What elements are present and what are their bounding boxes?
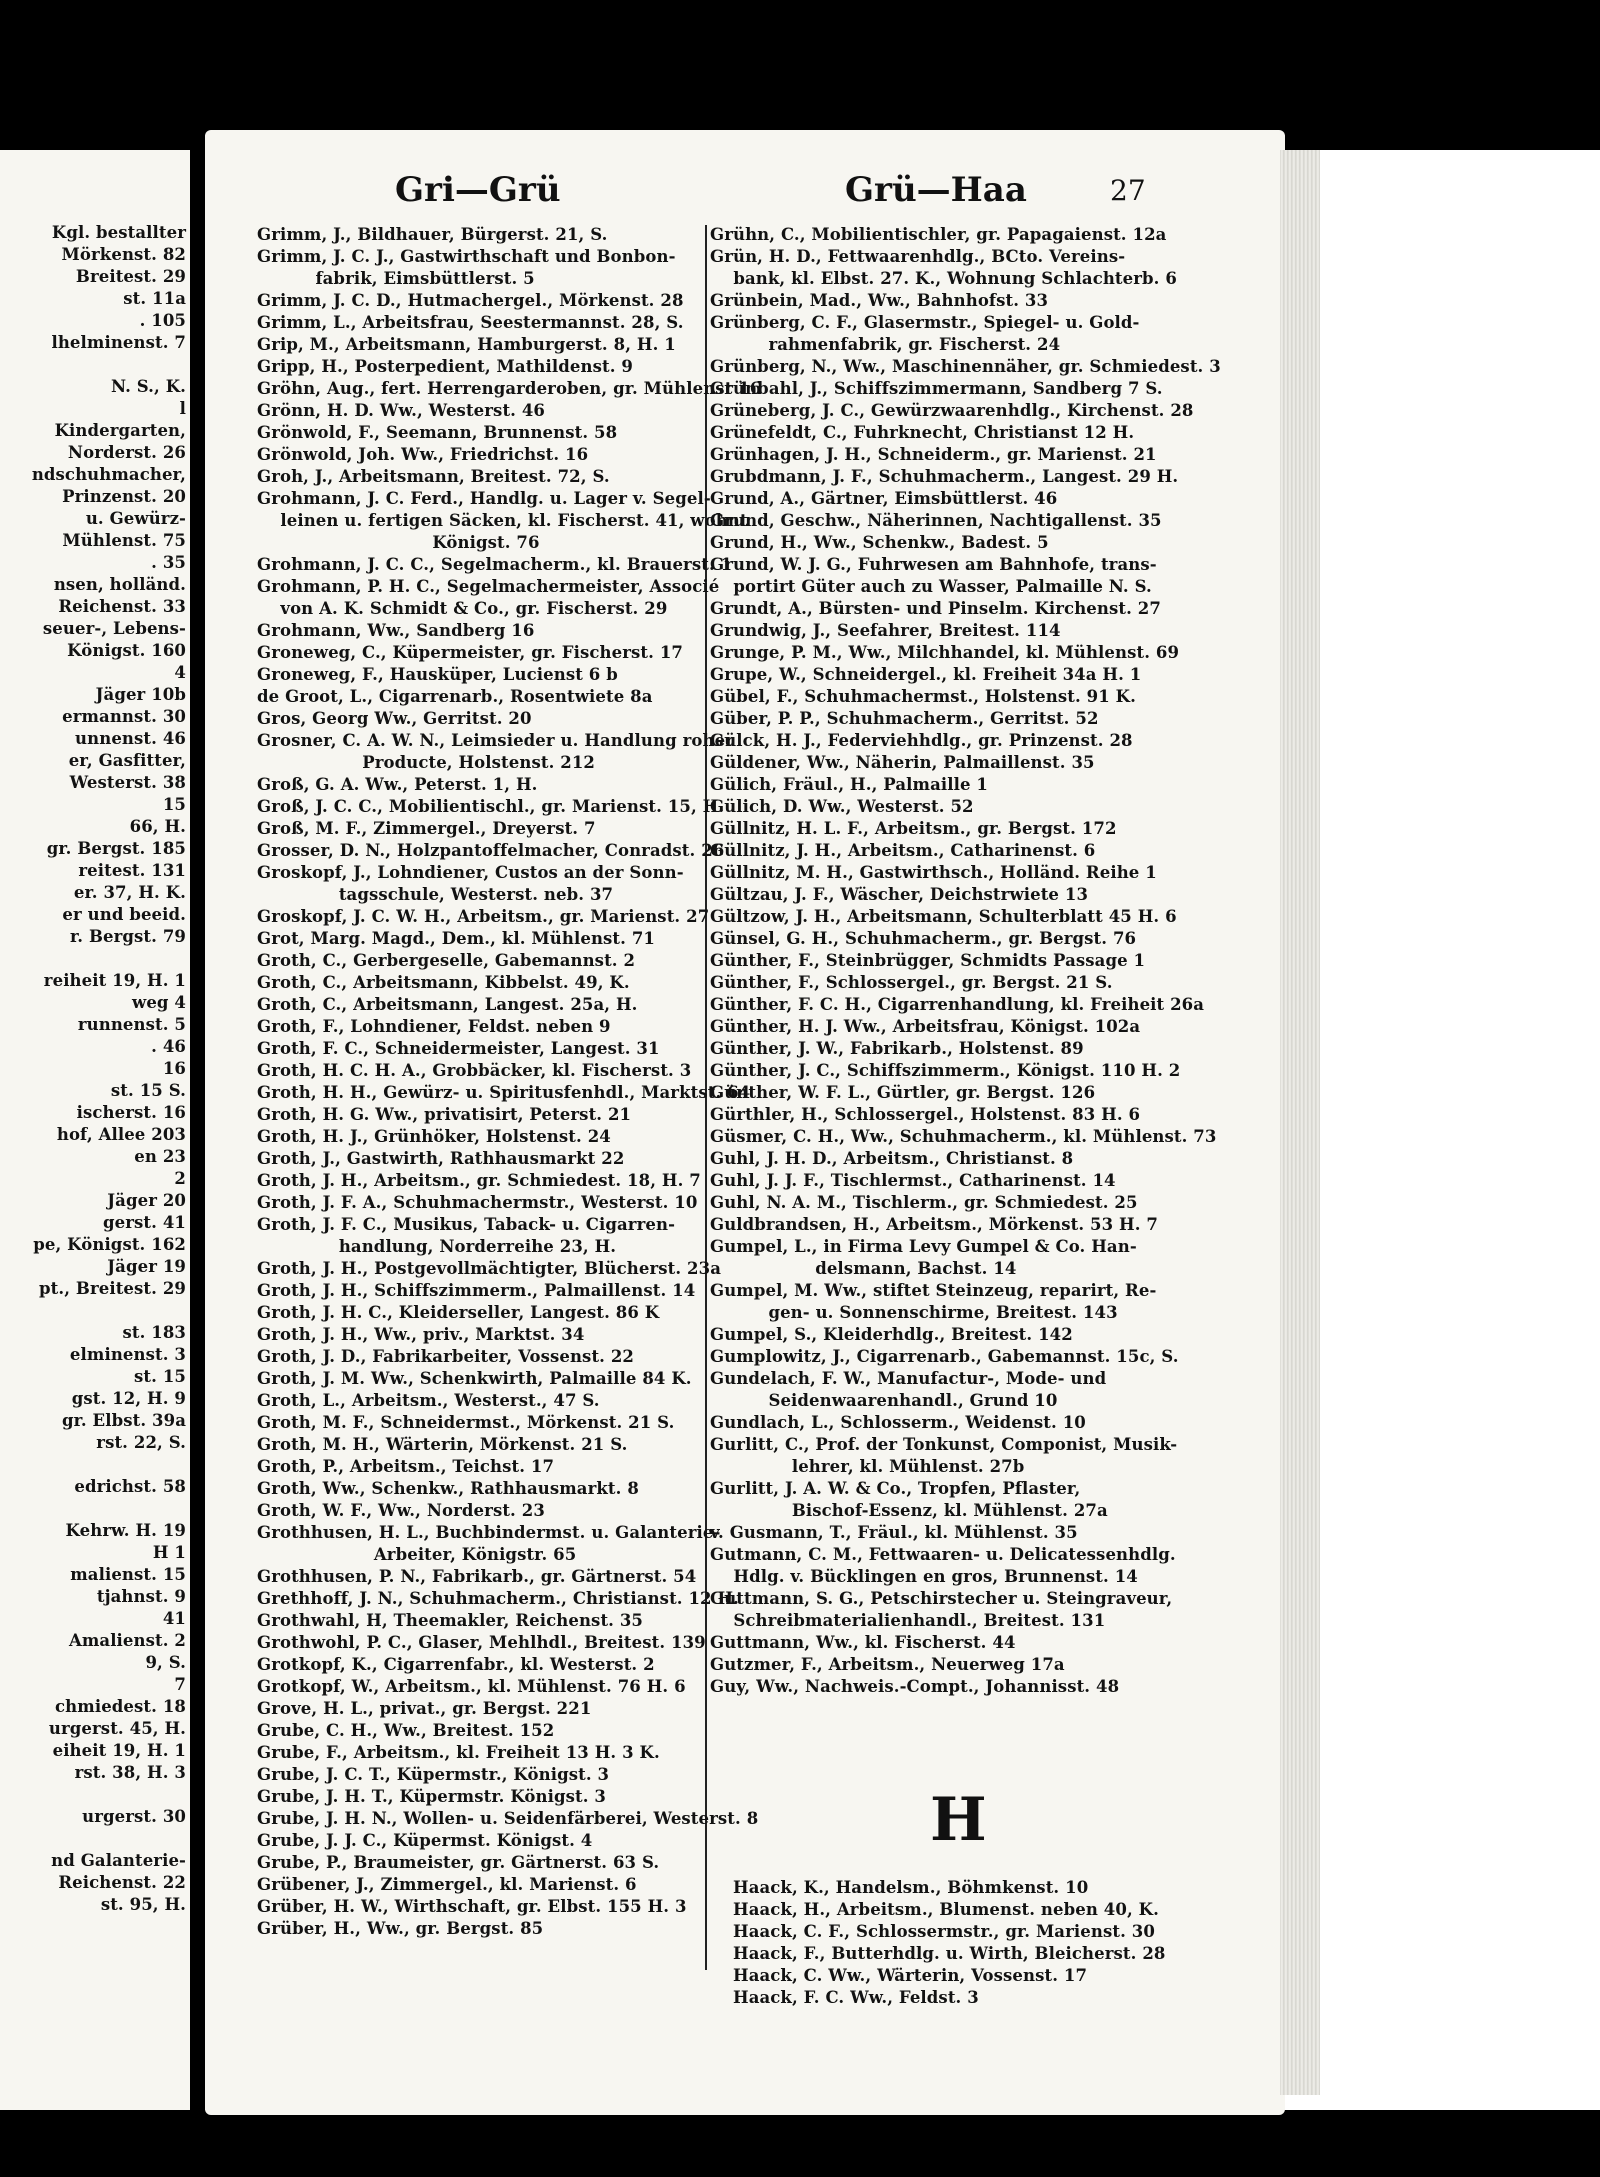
left-page-fragment-line: N. S., K. (110, 377, 186, 396)
left-page-fragment-line: 4 (174, 663, 186, 682)
directory-entry-line: Günther, J. C., Schiffszimmerm., Königst. 110 H. 2 (710, 1061, 1181, 1080)
directory-entry-line: Groth, H. C. H. A., Grobbäcker, kl. Fischerst. 3 (257, 1061, 692, 1080)
left-page-fragment-line: urgerst. 30 (82, 1807, 186, 1826)
left-page-fragment-line: st. 15 S. (110, 1081, 186, 1100)
directory-entry-line: Gumpel, L., in Firma Levy Gumpel & Co. Han- (710, 1237, 1137, 1256)
directory-entry-line: handlung, Norderreihe 23, H. (257, 1237, 617, 1256)
directory-entry-line: Güldener, Ww., Näherin, Palmaillenst. 35 (710, 753, 1095, 772)
left-page-fragment-line: unnenst. 46 (75, 729, 186, 748)
directory-entry-line: Grosser, D. N., Holzpantoffelmacher, Conradst. 26 (257, 841, 725, 860)
directory-entry-line: Guhl, J. J. F., Tischlermst., Catharinenst. 14 (710, 1171, 1116, 1190)
directory-entry-line: Grothhusen, P. N., Fabrikarb., gr. Gärtnerst. 54 (257, 1567, 697, 1586)
directory-entry-line: Guhl, N. A. M., Tischlerm., gr. Schmiedest. 25 (710, 1193, 1138, 1212)
directory-entry-line: Gumplowitz, J., Cigarrenarb., Gabemannst. 15c, S. (710, 1347, 1179, 1366)
left-page-fragment-line: Reichenst. 22 (58, 1873, 186, 1892)
directory-entry-line: Gutmann, C. M., Fettwaaren- u. Delicatessenhdlg. (710, 1545, 1176, 1564)
directory-entry-line: delsmann, Bachst. 14 (710, 1259, 1017, 1278)
directory-entry-line: Groth, H. H., Gewürz- u. Spiritusfenhdl., Marktst. 64 (257, 1083, 751, 1102)
left-page-fragment-line: Jäger 10b (95, 685, 186, 704)
directory-entry-line: Groth, H. G. Ww., privatisirt, Peterst. 21 (257, 1105, 632, 1124)
directory-entry-line: Gripp, H., Posterpedient, Mathildenst. 9 (257, 357, 633, 376)
left-page-fragment-line: runnenst. 5 (77, 1015, 186, 1034)
page-block-edges (1280, 150, 1320, 2095)
directory-entry-line: Günther, H. J. Ww., Arbeitsfrau, Königst. 102a (710, 1017, 1141, 1036)
directory-entry-line: leinen u. fertigen Säcken, kl. Fischerst. 41, wohnt (257, 511, 748, 530)
directory-entry-line: Grund, W. J. G., Fuhrwesen am Bahnhofe, trans- (710, 555, 1157, 574)
directory-entry-line: Groth, C., Arbeitsmann, Kibbelst. 49, K. (257, 973, 630, 992)
directory-entry-line: Grube, J. H. T., Küpermstr. Königst. 3 (257, 1787, 606, 1806)
directory-entry-line: Grund, Geschw., Näherinnen, Nachtigallenst. 35 (710, 511, 1162, 530)
left-page-fragment-line: Reichenst. 33 (58, 597, 186, 616)
directory-entry-line: Groth, J. H., Ww., priv., Marktst. 34 (257, 1325, 585, 1344)
left-page-fragment-line: 16 (162, 1059, 186, 1078)
left-page-fragment-line: rst. 22, S. (96, 1433, 186, 1452)
directory-entry-line: Günther, F., Steinbrügger, Schmidts Passage 1 (710, 951, 1146, 970)
left-page-fragment-line: Mühlenst. 75 (62, 531, 186, 550)
left-page-fragment-line: 2 (174, 1169, 186, 1188)
left-page-fragment-line: Norderst. 26 (67, 443, 186, 462)
directory-entry-line: Gültzau, J. F., Wäscher, Deichstrwiete 13 (710, 885, 1089, 904)
directory-entry-line: Guy, Ww., Nachweis.-Compt., Johannisst. 48 (710, 1677, 1120, 1696)
left-page-fragment-line: elminenst. 3 (69, 1345, 186, 1364)
directory-entry-line: Groth, J. H., Arbeitsm., gr. Schmiedest. 18, H. 7 (257, 1171, 701, 1190)
scan-border-bottom (0, 2110, 1600, 2177)
directory-entry-line: Groth, J. H., Postgevollmächtigter, Blücherst. 23a (257, 1259, 721, 1278)
left-page-fragment-line: Jäger 20 (107, 1191, 186, 1210)
directory-entry-line: Grove, H. L., privat., gr. Bergst. 221 (257, 1699, 592, 1718)
directory-entry-line: de Groot, L., Cigarrenarb., Rosentwiete 8a (257, 687, 653, 706)
directory-entry-line: Grundt, A., Bürsten- und Pinselm. Kirchenst. 27 (710, 599, 1161, 618)
left-page-fragment-line: eiheit 19, H. 1 (52, 1741, 186, 1760)
directory-entry-line: Gürthler, H., Schlossergel., Holstenst. 83 H. 6 (710, 1105, 1141, 1124)
left-page-fragment-line: st. 183 (122, 1323, 186, 1342)
directory-entry-line: Seidenwaarenhandl., Grund 10 (710, 1391, 1058, 1410)
left-page-fragment-line: hof, Allee 203 (56, 1125, 186, 1144)
left-page-fragment-line: Kehrw. H. 19 (65, 1521, 186, 1540)
left-page-fragment-line: Prinzenst. 20 (62, 487, 186, 506)
directory-entry-line: Groth, H. J., Grünhöker, Holstenst. 24 (257, 1127, 611, 1146)
directory-entry-line: Groh, J., Arbeitsmann, Breitest. 72, S. (257, 467, 610, 486)
left-page-fragment-line: Kindergarten, (54, 421, 186, 440)
left-page-fragment-line: 7 (174, 1675, 186, 1694)
directory-entry-line: Groth, F. C., Schneidermeister, Langest. 31 (257, 1039, 660, 1058)
directory-entry-line: Groskopf, J. C. W. H., Arbeitsm., gr. Marienst. 27 (257, 907, 710, 926)
directory-entry-line: Groß, J. C. C., Mobilientischl., gr. Marienst. 15, H. (257, 797, 725, 816)
directory-entry-line: Groth, M. F., Schneidermst., Mörkenst. 21 S. (257, 1413, 675, 1432)
directory-entry-line: v. Gusmann, T., Fräul., kl. Mühlenst. 35 (710, 1523, 1078, 1542)
directory-entry-line: Groth, C., Arbeitsmann, Langest. 25a, H. (257, 995, 638, 1014)
left-page-fragment-line: Breitest. 29 (75, 267, 186, 286)
left-page-fragment-line: Westerst. 38 (69, 773, 186, 792)
directory-entry-line: Grothwahl, H, Theemakler, Reichenst. 35 (257, 1611, 644, 1630)
directory-entry-line: Grot, Marg. Magd., Dem., kl. Mühlenst. 71 (257, 929, 656, 948)
directory-entry-line: Grothwohl, P. C., Glaser, Mehlhdl., Breitest. 139 (257, 1633, 706, 1652)
directory-entry-line: Grimm, L., Arbeitsfrau, Seestermannst. 28, S. (257, 313, 684, 332)
directory-entry-line: Groneweg, F., Hausküper, Lucienst 6 b (257, 665, 618, 684)
header-right-title: Grü—Haa (845, 170, 1027, 210)
left-page-fragment-line: 15 (162, 795, 186, 814)
left-page-fragment-line: Jäger 19 (107, 1257, 186, 1276)
directory-entry-line: portirt Güter auch zu Wasser, Palmaille N. S. (710, 577, 1152, 596)
left-page-fragment-line: weg 4 (132, 993, 186, 1012)
directory-entry-line: Groth, J. D., Fabrikarbeiter, Vossenst. 22 (257, 1347, 635, 1366)
left-page-fragment-line: Amalienst. 2 (68, 1631, 186, 1650)
directory-entry-line: Grubdmann, J. F., Schuhmacherm., Langest. 29 H. (710, 467, 1179, 486)
directory-entry-line: Grünbein, Mad., Ww., Bahnhofst. 33 (710, 291, 1049, 310)
left-page-fragment-line: u. Gewürz- (85, 509, 186, 528)
left-page-fragment-line: seuer-, Lebens- (42, 619, 186, 638)
directory-entry-line: Grohmann, J. C. C., Segelmacherm., kl. Brauerst. 1 (257, 555, 733, 574)
left-page-fragment-line: pe, Königst. 162 (33, 1235, 186, 1254)
left-page-fragment-line: gr. Bergst. 185 (46, 839, 186, 858)
directory-entry-line: Gundlach, L., Schlosserm., Weidenst. 10 (710, 1413, 1086, 1432)
directory-entry-line: Gübel, F., Schuhmachermst., Holstenst. 91 K. (710, 687, 1136, 706)
left-page-fragment-line: . 35 (151, 553, 186, 572)
directory-entry-line: Gülck, H. J., Federviehhdlg., gr. Prinzenst. 28 (710, 731, 1133, 750)
directory-entry-line: Güllnitz, M. H., Gastwirthsch., Holländ. Reihe 1 (710, 863, 1157, 882)
directory-entry-line: Gurlitt, C., Prof. der Tonkunst, Componist, Musik- (710, 1435, 1178, 1454)
left-page-fragment-line: chmiedest. 18 (55, 1697, 186, 1716)
directory-entry-line: Grube, C. H., Ww., Breitest. 152 (257, 1721, 555, 1740)
directory-entry-line: Groth, J. H. C., Kleiderseller, Langest. 86 K (257, 1303, 660, 1322)
directory-entry-line: Günsel, G. H., Schuhmacherm., gr. Bergst. 76 (710, 929, 1137, 948)
left-page-fragment-line: gerst. 41 (103, 1213, 186, 1232)
directory-entry-line: Groth, W. F., Ww., Norderst. 23 (257, 1501, 545, 1520)
left-page-fragment-line: pt., Breitest. 29 (39, 1279, 186, 1298)
section-letter-h: H (930, 1785, 987, 1855)
directory-entry-line: lehrer, kl. Mühlenst. 27b (710, 1457, 1025, 1476)
directory-entry-line: Günther, W. F. L., Gürtler, gr. Bergst. 126 (710, 1083, 1096, 1102)
directory-entry-line: Haack, C. F., Schlossermstr., gr. Marienst. 30 (733, 1922, 1155, 1941)
left-page-fragment-line: . 105 (139, 311, 186, 330)
directory-entry-line: Grube, F., Arbeitsm., kl. Freiheit 13 H. 3 K. (257, 1743, 660, 1762)
directory-entry-line: Grohmann, P. H. C., Segelmachermeister, Associé (257, 577, 720, 596)
directory-entry-line: Guttmann, Ww., kl. Fischerst. 44 (710, 1633, 1016, 1652)
left-page-fragment-line: malienst. 15 (70, 1565, 186, 1584)
directory-entry-line: Arbeiter, Königstr. 65 (257, 1545, 577, 1564)
directory-entry-line: Gülich, Fräul., H., Palmaille 1 (710, 775, 988, 794)
directory-entry-line: Güsmer, C. H., Ww., Schuhmacherm., kl. Mühlenst. 73 (710, 1127, 1217, 1146)
directory-entry-line: Grube, J. C. T., Küpermstr., Königst. 3 (257, 1765, 610, 1784)
directory-entry-line: Königst. 76 (257, 533, 540, 552)
directory-entry-line: Grühn, C., Mobilientischler, gr. Papagaienst. 12a (710, 225, 1167, 244)
directory-entry-line: Gurlitt, J. A. W. & Co., Tropfen, Pflaster, (710, 1479, 1081, 1498)
directory-entry-line: Groth, J. H., Schiffszimmerm., Palmaillenst. 14 (257, 1281, 696, 1300)
left-page-fragment-line: en 23 (134, 1147, 186, 1166)
directory-entry-line: Haack, F. C. Ww., Feldst. 3 (733, 1988, 979, 2007)
directory-entry-line: Güber, P. P., Schuhmacherm., Gerritst. 52 (710, 709, 1099, 728)
directory-entry-line: Groskopf, J., Lohndiener, Custos an der Sonn- (257, 863, 684, 882)
left-page-fragment-line: . 46 (151, 1037, 186, 1056)
directory-entry-line: Grübener, J., Zimmergel., kl. Marienst. 6 (257, 1875, 637, 1894)
header-left-title: Gri—Grü (395, 170, 561, 210)
directory-entry-line: Grünbahl, J., Schiffszimmermann, Sandberg 7 S. (710, 379, 1163, 398)
left-page-fragment-line: er. 37, H. K. (73, 883, 186, 902)
directory-entry-line: Guttmann, S. G., Petschirstecher u. Steingraveur, (710, 1589, 1173, 1608)
directory-entry-line: Grethhoff, J. N., Schuhmacherm., Christianst. 12 H. (257, 1589, 740, 1608)
left-page-fragment-line: 41 (162, 1609, 186, 1628)
directory-entry-line: Güllnitz, J. H., Arbeitsm., Catharinenst. 6 (710, 841, 1096, 860)
directory-entry-line: Grimm, J. C. D., Hutmachergel., Mörkenst. 28 (257, 291, 684, 310)
directory-entry-line: Groß, G. A. Ww., Peterst. 1, H. (257, 775, 538, 794)
directory-entry-line: Groth, C., Gerbergeselle, Gabemannst. 2 (257, 951, 636, 970)
directory-entry-line: Günther, F., Schlossergel., gr. Bergst. 21 S. (710, 973, 1113, 992)
directory-entry-line: Gültzow, J. H., Arbeitsmann, Schulterblatt 45 H. 6 (710, 907, 1177, 926)
directory-entry-line: Grimm, J. C. J., Gastwirthschaft und Bonbon- (257, 247, 676, 266)
left-page-fragment-line: ischerst. 16 (76, 1103, 186, 1122)
left-page-fragment-line: rst. 38, H. 3 (74, 1763, 186, 1782)
left-page-fragment-line: ndschuhmacher, (31, 465, 186, 484)
left-page-fragment-line: reiheit 19, H. 1 (43, 971, 186, 990)
directory-entry-line: Haack, C. Ww., Wärterin, Vossenst. 17 (733, 1966, 1088, 1985)
directory-entry-line: Grupe, W., Schneidergel., kl. Freiheit 34a H. 1 (710, 665, 1142, 684)
directory-entry-line: Grüber, H., Ww., gr. Bergst. 85 (257, 1919, 544, 1938)
directory-entry-line: Grothhusen, H. L., Buchbindermst. u. Galanterie- (257, 1523, 721, 1542)
directory-entry-line: Grünhagen, J. H., Schneiderm., gr. Marienst. 21 (710, 445, 1157, 464)
left-page-fragment-line: gr. Elbst. 39a (61, 1411, 186, 1430)
left-page-fragment-line: st. 11a (123, 289, 186, 308)
directory-entry-line: Hdlg. v. Bücklingen en gros, Brunnenst. 14 (710, 1567, 1138, 1586)
directory-entry-line: Schreibmaterialienhandl., Breitest. 131 (710, 1611, 1106, 1630)
directory-entry-line: Grüber, H. W., Wirthschaft, gr. Elbst. 155 H. 3 (257, 1897, 687, 1916)
directory-entry-line: Groth, P., Arbeitsm., Teichst. 17 (257, 1457, 555, 1476)
directory-entry-line: Haack, F., Butterhdlg. u. Wirth, Bleicherst. 28 (733, 1944, 1166, 1963)
directory-entry-line: Grube, J. J. C., Küpermst. Königst. 4 (257, 1831, 593, 1850)
left-page-fragment-line: reitest. 131 (78, 861, 186, 880)
directory-entry-line: tagsschule, Westerst. neb. 37 (257, 885, 614, 904)
left-page-fragment-line: 9, S. (145, 1653, 186, 1672)
directory-entry-line: Haack, K., Handelsm., Böhmkenst. 10 (733, 1878, 1089, 1897)
directory-entry-line: Groth, J. F. A., Schuhmachermstr., Westerst. 10 (257, 1193, 698, 1212)
directory-entry-line: Grünberg, C. F., Glasermstr., Spiegel- u. Gold- (710, 313, 1140, 332)
directory-entry-line: Grunge, P. M., Ww., Milchhandel, kl. Mühlenst. 69 (710, 643, 1180, 662)
left-page-fragment-line: st. 95, H. (100, 1895, 186, 1914)
directory-entry-line: Grip, M., Arbeitsmann, Hamburgerst. 8, H. 1 (257, 335, 676, 354)
directory-entry-line: Grundwig, J., Seefahrer, Breitest. 114 (710, 621, 1061, 640)
left-page-fragment-line: l (179, 399, 186, 418)
directory-entry-line: gen- u. Sonnenschirme, Breitest. 143 (710, 1303, 1118, 1322)
directory-entry-line: Grohmann, J. C. Ferd., Handlg. u. Lager v. Segel- (257, 489, 711, 508)
directory-entry-line: Grimm, J., Bildhauer, Bürgerst. 21, S. (257, 225, 608, 244)
left-page-fragment-line: nsen, holländ. (53, 575, 186, 594)
directory-entry-line: Grünberg, N., Ww., Maschinennäher, gr. Schmiedest. 3 (710, 357, 1221, 376)
directory-entry-line: fabrik, Eimsbüttlerst. 5 (257, 269, 535, 288)
left-page-fragment-line: er und beeid. (62, 905, 186, 924)
directory-entry-line: Grotkopf, K., Cigarrenfabr., kl. Westerst. 2 (257, 1655, 655, 1674)
directory-entry-line: Gülich, D. Ww., Westerst. 52 (710, 797, 974, 816)
left-page-fragment-line: H 1 (152, 1543, 186, 1562)
directory-entry-line: Grüneberg, J. C., Gewürzwaarenhdlg., Kirchenst. 28 (710, 401, 1194, 420)
directory-entry-line: Groth, Ww., Schenkw., Rathhausmarkt. 8 (257, 1479, 639, 1498)
left-page-fragment-line: gst. 12, H. 9 (71, 1389, 186, 1408)
left-page-fragment-line: edrichst. 58 (74, 1477, 186, 1496)
directory-entry-line: Gröhn, Aug., fert. Herrengarderoben, gr. Mühlenst 16 (257, 379, 762, 398)
left-page-fragment-line: st. 15 (134, 1367, 186, 1386)
directory-entry-line: Guhl, J. H. D., Arbeitsm., Christianst. 8 (710, 1149, 1074, 1168)
directory-entry-line: Groth, F., Lohndiener, Feldst. neben 9 (257, 1017, 611, 1036)
left-page-fragment-line: urgerst. 45, H. (48, 1719, 186, 1738)
left-page-fragment-line: ermannst. 30 (62, 707, 186, 726)
directory-entry-line: Producte, Holstenst. 212 (257, 753, 596, 772)
directory-entry-line: Grube, J. H. N., Wollen- u. Seidenfärberei, Westerst. 8 (257, 1809, 759, 1828)
directory-entry-line: Gros, Georg Ww., Gerritst. 20 (257, 709, 532, 728)
left-page-fragment-line: r. Bergst. 79 (69, 927, 186, 946)
directory-entry-line: Grotkopf, W., Arbeitsm., kl. Mühlenst. 76 H. 6 (257, 1677, 686, 1696)
directory-entry-line: Grohmann, Ww., Sandberg 16 (257, 621, 535, 640)
left-page-fragment-line: nd Galanterie- (51, 1851, 186, 1870)
main-page (205, 130, 1285, 2115)
directory-entry-line: Günther, F. C. H., Cigarrenhandlung, kl. Freiheit 26a (710, 995, 1205, 1014)
left-page-fragment-line: tjahnst. 9 (96, 1587, 186, 1606)
directory-entry-line: Haack, H., Arbeitsm., Blumenst. neben 40, K. (733, 1900, 1159, 1919)
directory-entry-line: Grönwold, Joh. Ww., Friedrichst. 16 (257, 445, 589, 464)
directory-entry-line: Gumpel, M. Ww., stiftet Steinzeug, reparirt, Re- (710, 1281, 1157, 1300)
directory-entry-line: Grund, A., Gärtner, Eimsbüttlerst. 46 (710, 489, 1058, 508)
directory-entry-line: Gumpel, S., Kleiderhdlg., Breitest. 142 (710, 1325, 1073, 1344)
directory-entry-line: von A. K. Schmidt & Co., gr. Fischerst. 29 (257, 599, 668, 618)
left-page-fragment-line: lhelminenst. 7 (51, 333, 186, 352)
directory-entry-line: Gutzmer, F., Arbeitsm., Neuerweg 17a (710, 1655, 1065, 1674)
directory-entry-line: Groth, L., Arbeitsm., Westerst., 47 S. (257, 1391, 600, 1410)
left-page (0, 150, 190, 2110)
directory-entry-line: bank, kl. Elbst. 27. K., Wohnung Schlachterb. 6 (710, 269, 1177, 288)
directory-entry-line: rahmenfabrik, gr. Fischerst. 24 (710, 335, 1061, 354)
directory-entry-line: Guldbrandsen, H., Arbeitsm., Mörkenst. 53 H. 7 (710, 1215, 1158, 1234)
directory-entry-line: Grund, H., Ww., Schenkw., Badest. 5 (710, 533, 1049, 552)
left-page-fragment-line: Mörkenst. 82 (61, 245, 186, 264)
directory-entry-line: Groth, M. H., Wärterin, Mörkenst. 21 S. (257, 1435, 628, 1454)
directory-entry-line: Groth, J. M. Ww., Schenkwirth, Palmaille 84 K. (257, 1369, 692, 1388)
left-page-fragment-line: 66, H. (129, 817, 186, 836)
directory-entry-line: Bischof-Essenz, kl. Mühlenst. 27a (710, 1501, 1108, 1520)
scan-border-top (0, 0, 1600, 150)
directory-entry-line: Grönwold, F., Seemann, Brunnenst. 58 (257, 423, 618, 442)
directory-entry-line: Güllnitz, H. L. F., Arbeitsm., gr. Bergst. 172 (710, 819, 1117, 838)
directory-entry-line: Grube, P., Braumeister, gr. Gärtnerst. 63 S. (257, 1853, 660, 1872)
directory-entry-line: Groth, J. F. C., Musikus, Taback- u. Cigarren- (257, 1215, 676, 1234)
left-page-fragment-line: Königst. 160 (67, 641, 186, 660)
directory-entry-line: Gundelach, F. W., Manufactur-, Mode- und (710, 1369, 1107, 1388)
left-page-fragment-line: Kgl. bestallter (51, 223, 186, 242)
directory-entry-line: Groneweg, C., Küpermeister, gr. Fischerst. 17 (257, 643, 683, 662)
directory-entry-line: Grünefeldt, C., Fuhrknecht, Christianst 12 H. (710, 423, 1135, 442)
page-number: 27 (1110, 174, 1146, 207)
directory-entry-line: Günther, J. W., Fabrikarb., Holstenst. 89 (710, 1039, 1084, 1058)
directory-entry-line: Grönn, H. D. Ww., Westerst. 46 (257, 401, 546, 420)
left-page-fragment-line: er, Gasfitter, (68, 751, 186, 770)
directory-entry-line: Grosner, C. A. W. N., Leimsieder u. Handlung roher (257, 731, 734, 750)
directory-entry-line: Groß, M. F., Zimmergel., Dreyerst. 7 (257, 819, 596, 838)
directory-entry-line: Grün, H. D., Fettwaarenhdlg., BCto. Vereins- (710, 247, 1126, 266)
directory-entry-line: Groth, J., Gastwirth, Rathhausmarkt 22 (257, 1149, 625, 1168)
